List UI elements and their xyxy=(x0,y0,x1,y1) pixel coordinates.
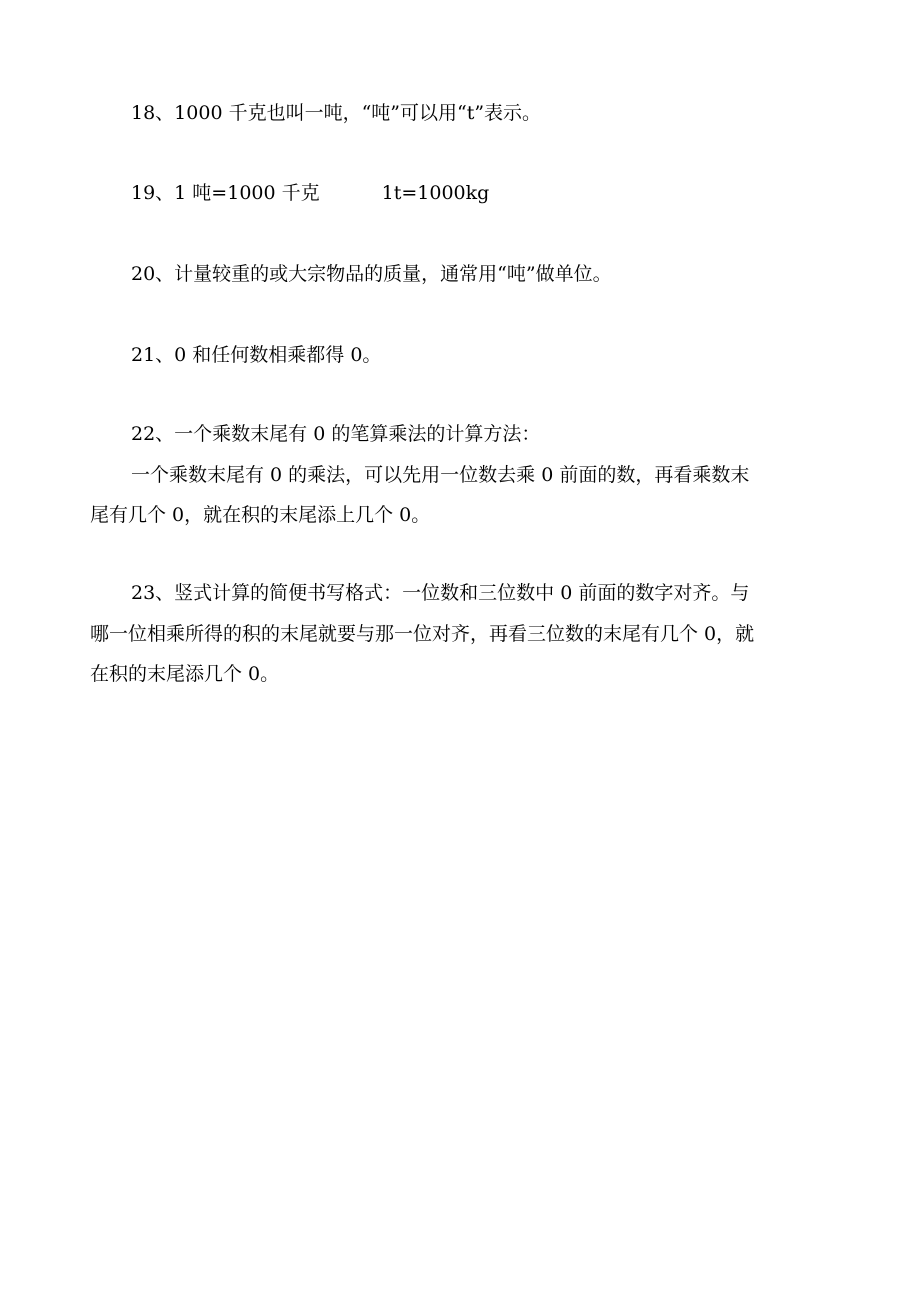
item-22-title: 22、一个乘数末尾有 0 的笔算乘法的计算方法： xyxy=(131,423,541,445)
item-22-body-line-1: 一个乘数末尾有 0 的乘法，可以先用一位数去乘 0 前面的数，再看乘数末 xyxy=(131,464,750,486)
item-19 xyxy=(131,178,836,208)
item-19-text: 19、1 吨=1000 千克 xyxy=(131,182,320,204)
item-20: 20、计量较重的或大宗物品的质量，通常用“吨”做单位。 xyxy=(131,263,612,285)
item-23-line-1: 23、竖式计算的简便书写格式：一位数和三位数中 0 前面的数字对齐。与 xyxy=(131,582,750,604)
item-21: 21、0 和任何数相乘都得 0。 xyxy=(131,344,382,366)
item-23-line-3: 在积的末尾添几个 0。 xyxy=(90,663,280,685)
item-22-body-line-2: 尾有几个 0，就在积的末尾添上几个 0。 xyxy=(90,504,431,526)
item-19-symbolic: 1t=1000kg xyxy=(381,182,490,204)
item-18: 18、1000 千克也叫一吨，“吨”可以用“t”表示。 xyxy=(131,102,542,124)
item-23-line-2: 哪一位相乘所得的积的末尾就要与那一位对齐，再看三位数的末尾有几个 0，就 xyxy=(90,623,755,645)
